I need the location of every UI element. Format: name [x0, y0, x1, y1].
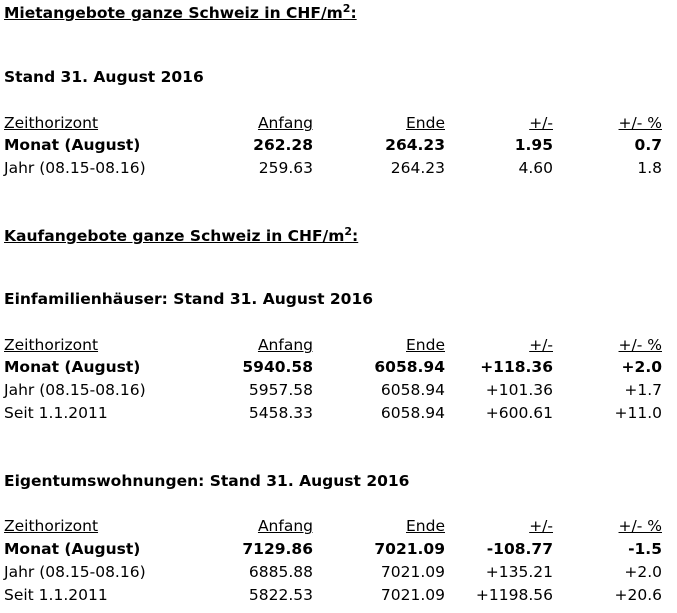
cell-anfang: 5458.33	[248, 404, 313, 422]
rent-stand-heading: Stand 31. August 2016	[4, 68, 204, 86]
col-header-diff-pct: +/- %	[618, 517, 662, 535]
cell-anfang: 7129.86	[242, 540, 313, 558]
cell-zeithorizont: Jahr (08.15-08.16)	[4, 159, 146, 177]
cell-diff-pct: +2.0	[621, 358, 662, 376]
cell-anfang: 5940.58	[242, 358, 313, 376]
cell-diff: +600.61	[485, 404, 553, 422]
cell-diff-pct: +2.0	[624, 563, 662, 581]
cell-diff: +101.36	[485, 381, 553, 399]
cell-ende: 7021.09	[374, 540, 445, 558]
cell-anfang: 262.28	[253, 136, 313, 154]
table-row	[0, 404, 677, 426]
table-row	[0, 586, 677, 608]
cell-diff-pct: 1.8	[637, 159, 662, 177]
table-row	[0, 381, 677, 403]
rent-section-title	[4, 2, 357, 22]
cell-zeithorizont: Jahr (08.15-08.16)	[4, 563, 146, 581]
col-header-ende: Ende	[406, 336, 445, 354]
cell-diff: +118.36	[480, 358, 553, 376]
cell-ende: 6058.94	[380, 404, 445, 422]
rent-title-text: Mietangebote ganze Schweiz in CHF/m	[4, 4, 343, 22]
cell-anfang: 5822.53	[248, 586, 313, 604]
cell-ende: 7021.09	[380, 586, 445, 604]
col-header-zeithorizont: Zeithorizont	[4, 336, 99, 354]
cell-diff: +1198.56	[475, 586, 553, 604]
cell-zeithorizont: Monat (August)	[4, 136, 141, 154]
cell-ende: 264.23	[390, 159, 445, 177]
cell-ende: 6058.94	[380, 381, 445, 399]
cell-diff: +135.21	[485, 563, 553, 581]
cell-diff-pct: +11.0	[614, 404, 662, 422]
rent-title-sup: 2	[342, 2, 351, 15]
buy-title-end: :	[352, 227, 359, 245]
cell-diff-pct: +1.7	[624, 381, 662, 399]
table-row	[0, 563, 677, 585]
rent-title-end: :	[350, 4, 357, 22]
col-header-diff: +/-	[529, 114, 553, 132]
cell-zeithorizont: Seit 1.1.2011	[4, 586, 108, 604]
col-header-ende: Ende	[406, 114, 445, 132]
col-header-ende: Ende	[406, 517, 445, 535]
col-header-diff-pct: +/- %	[618, 336, 662, 354]
cell-diff-pct: +20.6	[614, 586, 662, 604]
efh-table-header	[0, 336, 677, 358]
cell-diff: 4.60	[518, 159, 553, 177]
efh-stand-heading: Einfamilienhäuser: Stand 31. August 2016	[4, 290, 374, 308]
cell-anfang: 5957.58	[248, 381, 313, 399]
cell-ende: 6058.94	[374, 358, 445, 376]
col-header-diff-pct: +/- %	[618, 114, 662, 132]
cell-zeithorizont: Jahr (08.15-08.16)	[4, 381, 146, 399]
cell-anfang: 259.63	[258, 159, 313, 177]
cell-diff: 1.95	[514, 136, 553, 154]
cell-diff-pct: 0.7	[634, 136, 662, 154]
col-header-anfang: Anfang	[257, 114, 313, 132]
buy-title-sup: 2	[344, 225, 353, 238]
cell-zeithorizont: Monat (August)	[4, 358, 141, 376]
cell-zeithorizont: Seit 1.1.2011	[4, 404, 108, 422]
cell-diff-pct: -1.5	[628, 540, 662, 558]
cell-ende: 264.23	[385, 136, 445, 154]
table-row	[0, 136, 677, 158]
cell-zeithorizont: Monat (August)	[4, 540, 141, 558]
col-header-diff: +/-	[529, 517, 553, 535]
cell-anfang: 6885.88	[248, 563, 313, 581]
col-header-diff: +/-	[529, 336, 553, 354]
col-header-anfang: Anfang	[257, 517, 313, 535]
etw-stand-heading: Eigentumswohnungen: Stand 31. August 2016	[4, 472, 410, 490]
table-row	[0, 540, 677, 562]
buy-section-title	[4, 225, 358, 245]
col-header-zeithorizont: Zeithorizont	[4, 517, 99, 535]
col-header-zeithorizont: Zeithorizont	[4, 114, 99, 132]
rent-table-header	[0, 114, 677, 136]
cell-diff: -108.77	[486, 540, 553, 558]
cell-ende: 7021.09	[380, 563, 445, 581]
col-header-anfang: Anfang	[257, 336, 313, 354]
table-row	[0, 159, 677, 181]
buy-title-text: Kaufangebote ganze Schweiz in CHF/m	[4, 227, 345, 245]
etw-table-header	[0, 517, 677, 539]
table-row	[0, 358, 677, 380]
